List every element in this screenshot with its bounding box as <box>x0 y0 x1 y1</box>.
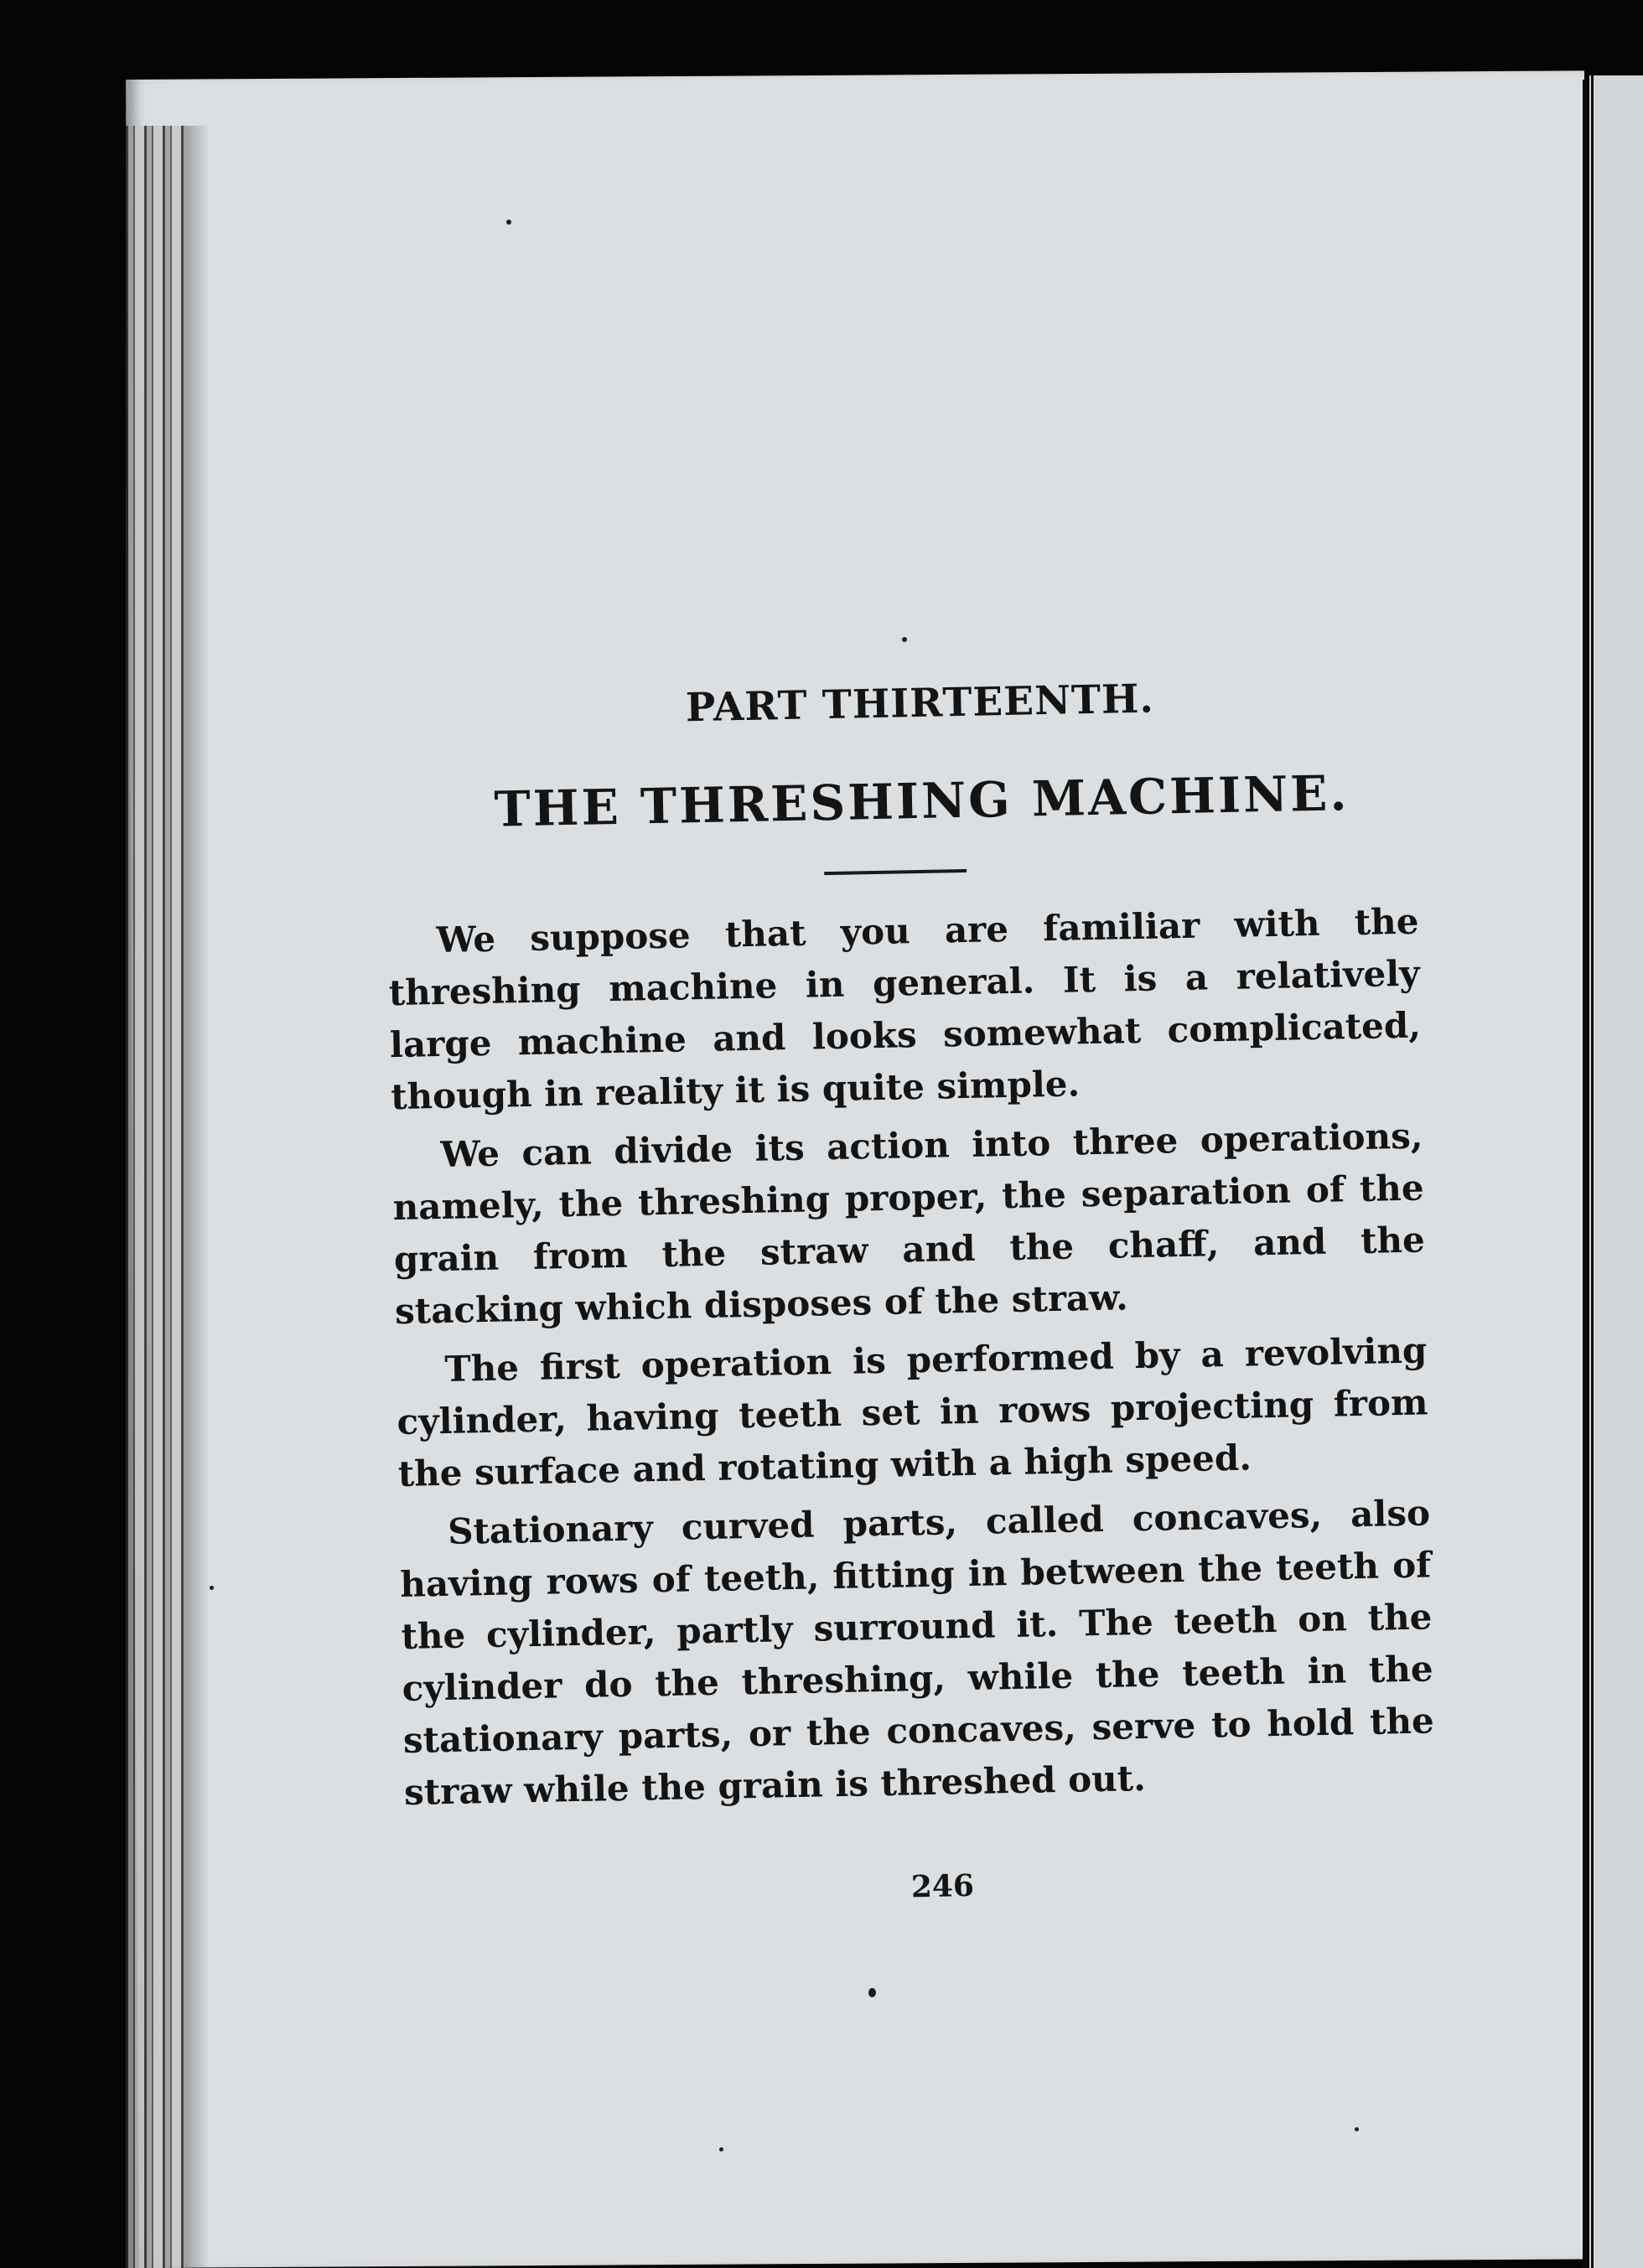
scan-speck <box>1355 2127 1359 2131</box>
paragraph: We can divide its action into three operations, namely, the threshing proper, the separation of the grain from the straw and the chaff, and the stacking which disposes of the straw. <box>392 1115 1426 1333</box>
paragraph: The first operation is performed by a revolving cylinder, having teeth set in rows projecting from the surface and rotating with a high speed. <box>396 1329 1428 1495</box>
scan-speck <box>902 637 907 642</box>
scan-speck <box>506 220 511 225</box>
title-rule <box>824 869 967 875</box>
paragraph: We suppose that you are familiar with the threshing machine in general. It is a relatively large machine and looks somewhat complicated, though in reality it is quite simple. <box>388 900 1422 1118</box>
scan-speck <box>719 2147 723 2151</box>
chapter-title: THE THRESHING MACHINE. <box>493 764 1350 838</box>
scan-speck <box>210 1586 214 1590</box>
scan-speck <box>868 1988 876 1997</box>
part-heading: PART THIRTEENTH. <box>685 676 1155 732</box>
body-text <box>387 896 1436 1825</box>
page-number: 246 <box>910 1867 975 1905</box>
paragraph: Stationary curved parts, called concaves, also having rows of teeth, fitting in between the teeth of the cylinder, partly surround it. The teeth on the cylinder do the threshing, while the teeth in the stationary parts, or the concaves, serve to hold the straw while the grain is threshed out. <box>399 1492 1435 1813</box>
